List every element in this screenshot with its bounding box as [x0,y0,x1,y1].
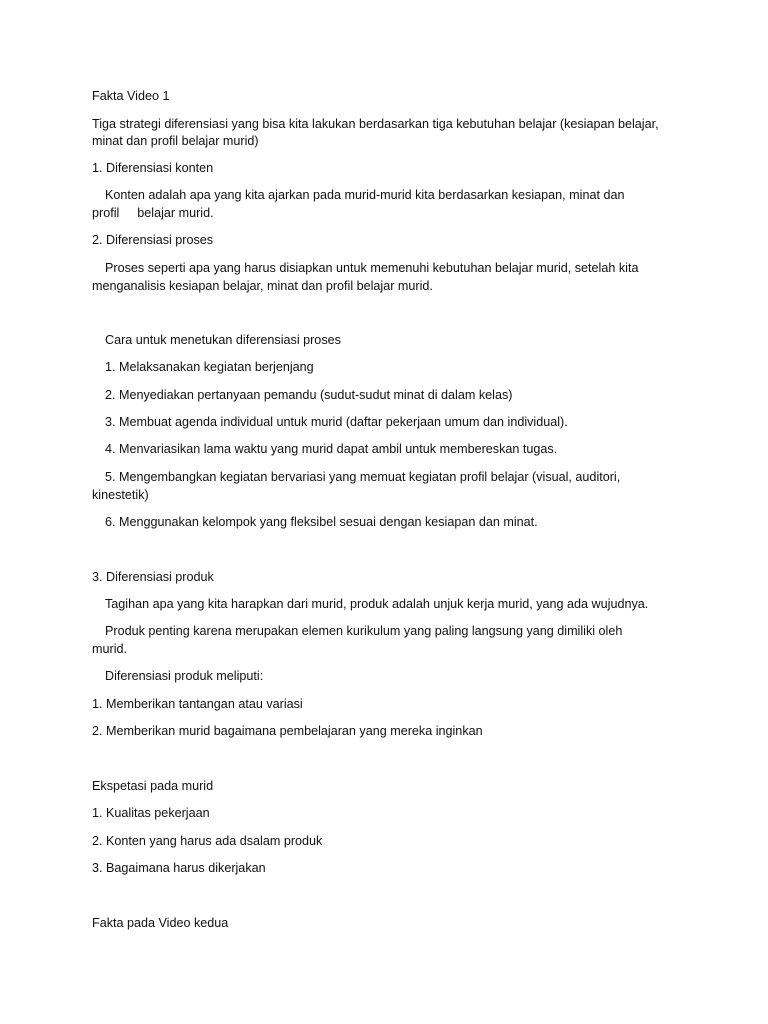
method-item: 1. Melaksanakan kegiatan berjenjang [105,360,314,374]
expectation-item: 2. Konten yang harus ada dsalam produk [92,834,323,848]
includes-heading: Diferensiasi produk meliputi: [105,669,264,683]
method-item: 6. Menggunakan kelompok yang fleksibel sesuai dengan kesiapan dan minat. [105,515,538,529]
section-2-text-line-2: menganalisis kesiapan belajar, minat dan profil belajar murid. [92,279,433,293]
section-3-text-2-line-2: murid. [92,642,127,656]
section-3-text-2-line-1: Produk penting karena merupakan elemen kurikulum yang paling langsung yang dimiliki oleh [105,624,623,638]
methods-heading: Cara untuk menetukan diferensiasi proses [105,333,341,347]
section-1-text-line-2 [92,204,682,222]
section-2-heading: 2. Diferensiasi proses [92,233,214,247]
section-2-text-line-1: Proses seperti apa yang harus disiapkan untuk memenuhi kebutuhan belajar murid, setelah kita [105,261,639,275]
section-1-heading: 1. Diferensiasi konten [92,161,214,175]
section-1-text-line-1: Konten adalah apa yang kita ajarkan pada murid-murid kita berdasarkan kesiapan, minat dan [105,188,625,202]
expectation-item: 3. Bagaimana harus dikerjakan [92,861,266,875]
includes-item: 2. Memberikan murid bagaimana pembelajaran yang mereka inginkan [92,724,483,738]
intro-text-line-1: Tiga strategi diferensiasi yang bisa kita lakukan berdasarkan tiga kebutuhan belajar (kesiapan belajar, [92,117,659,131]
section-1-text-line-2a: profil [92,206,120,220]
method-item-continuation: kinestetik) [92,488,149,502]
includes-item: 1. Memberikan tantangan atau variasi [92,697,303,711]
next-section-title: Fakta pada Video kedua [92,916,229,930]
method-item: 3. Membuat agenda individual untuk murid (daftar pekerjaan umum dan individual). [105,415,568,429]
intro-text-line-2: minat dan profil belajar murid) [92,134,259,148]
document-title: Fakta Video 1 [92,89,170,103]
expectations-heading: Ekspetasi pada murid [92,779,214,793]
expectation-item: 1. Kualitas pekerjaan [92,806,210,820]
method-item: 4. Menvariasikan lama waktu yang murid dapat ambil untuk membereskan tugas. [105,442,558,456]
section-3-text-1: Tagihan apa yang kita harapkan dari murid, produk adalah unjuk kerja murid, yang ada wujudnya. [105,597,649,611]
method-item: 2. Menyediakan pertanyaan pemandu (sudut-sudut minat di dalam kelas) [105,388,513,402]
section-1-text-line-2b: belajar murid. [137,206,214,220]
method-item: 5. Mengembangkan kegiatan bervariasi yang memuat kegiatan profil belajar (visual, auditori, [105,470,621,484]
section-3-heading: 3. Diferensiasi produk [92,570,214,584]
